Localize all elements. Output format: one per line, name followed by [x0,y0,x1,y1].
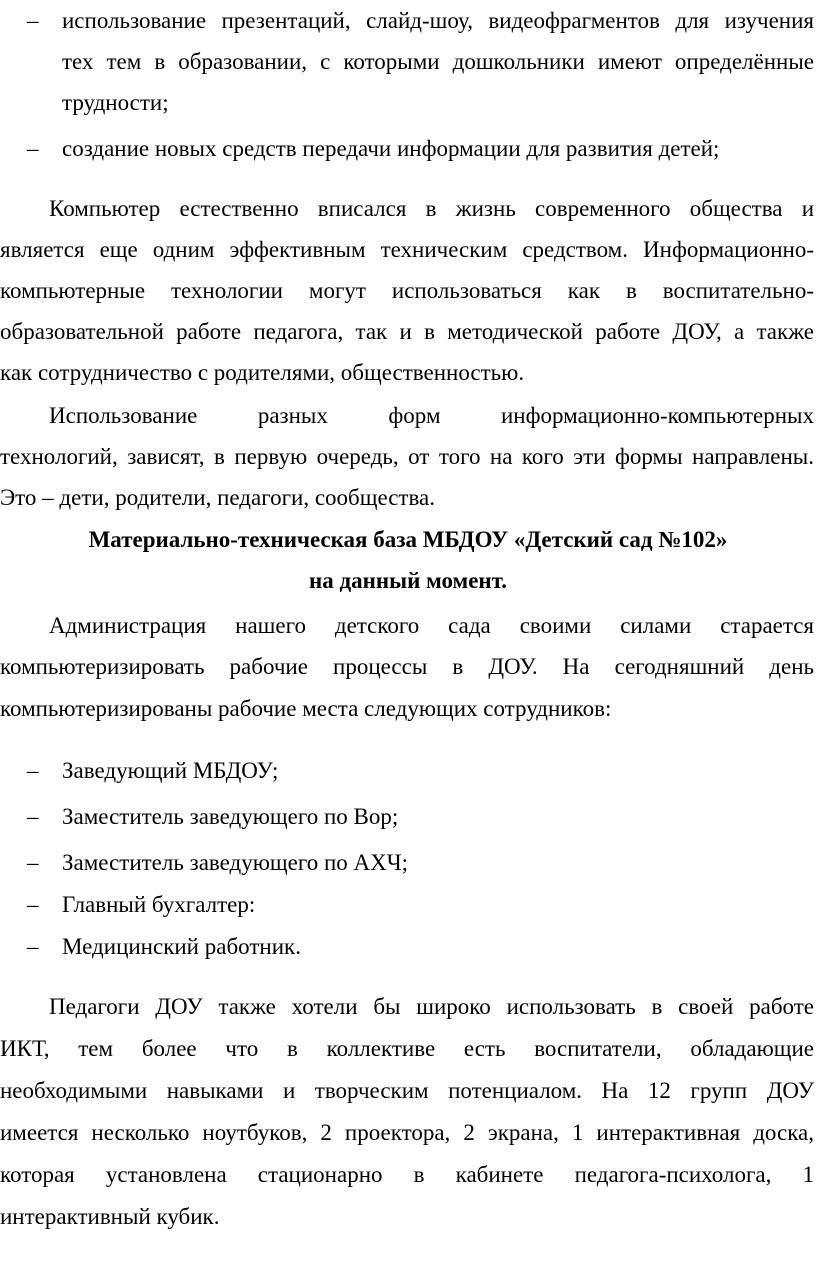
paragraph-2-line: Использование разных форм информационно-компьютерных [49,403,814,428]
dash-marker: – [27,758,39,783]
text-line: использование презентаций, слайд-шоу, видеофрагментов для изучения [62,8,814,33]
text-line: создание новых средств передачи информации для развития детей; [62,136,720,161]
paragraph-1-line: компьютерные технологии могут использоваться как в воспитательно- [0,278,814,303]
list-item-text: Медицинский работник. [62,934,301,959]
paragraph-2-line: Это – дети, родители, педагоги, сообщества. [0,485,436,510]
list-item-text [62,128,814,169]
text-line: трудности; [62,90,169,115]
list-item-text: Заместитель заведующего по АХЧ; [62,850,409,875]
paragraph-2-line: технологий, зависят, в первую очередь, от того на кого эти формы направлены. [0,444,814,469]
list-item-text: Заведующий МБДОУ; [62,758,279,783]
section-heading: на данный момент. [309,568,507,593]
paragraph-3-line: Администрация нашего детского сада своими силами старается [49,613,814,638]
paragraph-1-line: является еще одним эффективным техническим средством. Информационно- [0,237,814,262]
paragraph-4-line: которая установлена стационарно в кабинете педагога-психолога, 1 [0,1162,814,1187]
dash-marker: – [27,892,39,917]
paragraph-4-line: имеется несколько ноутбуков, 2 проектора, 2 экрана, 1 интерактивная доска, [0,1120,814,1145]
paragraph-1-line: как сотрудничество с родителями, общественностью. [0,360,525,385]
paragraph-1-line: образовательной работе педагога, так и в методической работе ДОУ, а также [0,319,814,344]
dash-marker: – [27,136,39,161]
list-item-text: Главный бухгалтер: [62,892,256,917]
dash-marker: – [27,934,39,959]
paragraph-3-line: компьютеризированы рабочие места следующих сотрудников: [0,696,612,721]
dash-marker: – [27,804,39,829]
paragraph-1-line: Компьютер естественно вписался в жизнь современного общества и [49,196,814,221]
section-heading: Материально-техническая база МБДОУ «Детский сад №102» [88,527,728,552]
paragraph-4-line: интерактивный кубик. [0,1204,220,1229]
paragraph-4-line: ИКТ, тем более что в коллективе есть воспитатели, обладающие [0,1036,814,1061]
paragraph-4-line: Педагоги ДОУ также хотели бы широко использовать в своей работе [49,994,814,1019]
dash-marker: – [27,850,39,875]
text-line: тех тем в образовании, с которыми дошкольники имеют определённые [62,49,814,74]
dash-marker: – [27,8,39,33]
list-item-text [62,0,814,123]
paragraph-4-line: необходимыми навыками и творческим потенциалом. На 12 групп ДОУ [0,1078,814,1103]
paragraph-3-line: компьютеризировать рабочие процессы в ДОУ. На сегодняшний день [0,654,814,679]
list-item-text: Заместитель заведующего по Вор; [62,804,399,829]
